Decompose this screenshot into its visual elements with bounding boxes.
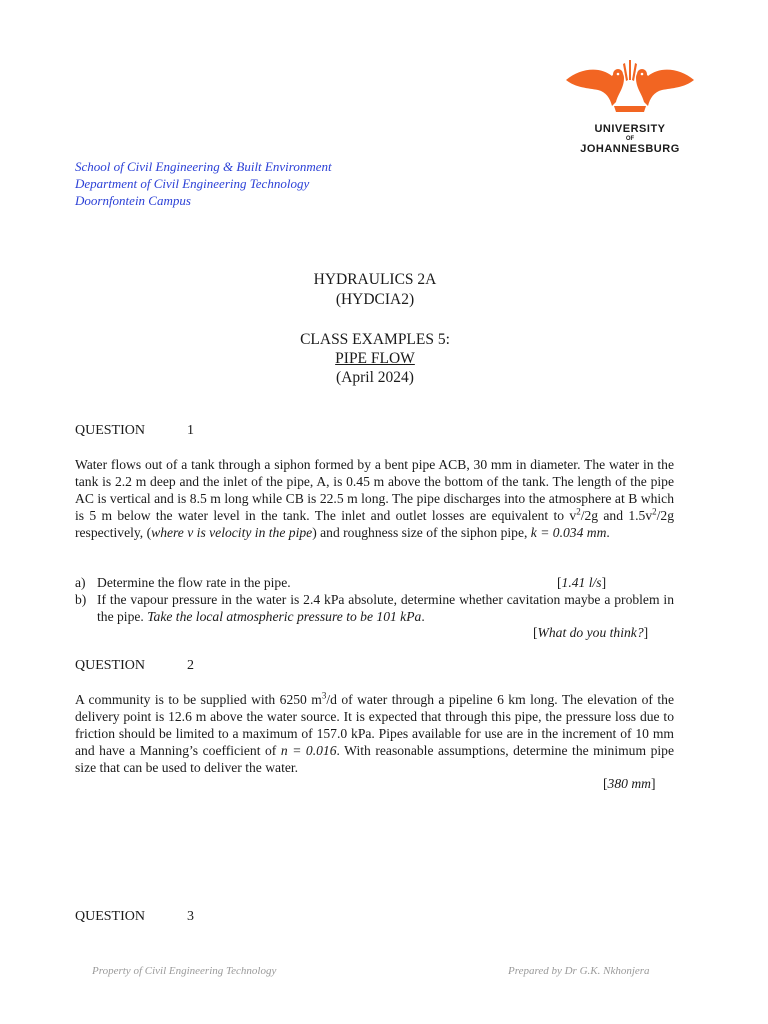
q1-italic-text: where v is velocity in the pipe (151, 525, 313, 540)
school-name: School of Civil Engineering & Built Environment (75, 159, 332, 174)
q1-text-part: Water flows out of a tank through a siphon formed by a bent pipe ACB, 30 mm in diameter. The water in the tank is 2.2 m deep and the inlet of the pipe, A, is 0.45 m above the bottom of the tank. The length of the pipe AC is vertical and is 8.5 m long while CB is 22.5 m long. The pipe discharges into the atmosphere at B which is 5 m below the water level in the tank. The inlet and outlet losses are equivalent to v (75, 457, 674, 523)
q1-roughness-value: k = 0.034 mm (530, 525, 607, 540)
question-3-heading (75, 909, 194, 925)
logo-text-university: UNIVERSITY (594, 123, 666, 135)
superscript: 2 (652, 506, 657, 517)
footer-left: Property of Civil Engineering Technology (92, 965, 277, 977)
question-1-heading (75, 423, 194, 439)
q1-text-part: /2g and 1.5v (580, 508, 653, 523)
question-label: QUESTION (75, 423, 145, 438)
date-text: (April 2024) (336, 369, 414, 386)
q1-part-b (75, 591, 674, 625)
campus-name: Doornfontein Campus (75, 193, 191, 208)
part-text-main: If the vapour pressure in the water is 2.4 kPa absolute, determine whether cavitation maybe a problem in the pipe. (97, 592, 674, 624)
birds-emblem-icon (560, 56, 700, 118)
department-block (75, 158, 332, 209)
part-label: a) (75, 575, 86, 590)
part-label: b) (75, 592, 87, 607)
q2-text-part: /d of water through a pipeline 6 km long. The elevation of the delivery point is 12.6 m above the water source. It is expected that through this pipe, the pressure loss due to friction should be limited to a maximum of 157.0 kPa. Pipes available for use are in the increment of 10 mm and have a Manning’s coefficient of (75, 692, 674, 758)
q2-manning-value: n = 0.016 (280, 743, 337, 758)
q2-text-part: A community is to be supplied with 6250 m (75, 692, 322, 707)
university-logo (560, 56, 700, 162)
part-text-end: . (421, 609, 425, 624)
superscript: 3 (321, 690, 327, 701)
course-code: (HYDCIA2) (335, 291, 415, 308)
answer-text: 380 mm (607, 776, 651, 791)
answer-text: 1.41 l/s (561, 575, 602, 590)
part-text-italic: Take the local atmospheric pressure to be 101 kPa (147, 609, 422, 624)
examples-title: CLASS EXAMPLES 5: (300, 331, 450, 348)
superscript: 2 (576, 506, 581, 517)
question-1-text (75, 456, 674, 541)
q1-text-part: /2g respectively, ( (75, 508, 674, 540)
question-number: 2 (187, 658, 194, 673)
footer-right: Prepared by Dr G.K. Nkhonjera (508, 965, 650, 977)
answer-text: What do you think? (537, 625, 644, 640)
course-title: HYDRAULICS 2A (313, 271, 437, 288)
q1-answer-a: [1.41 l/s] (557, 575, 607, 590)
q1-text-part: . (606, 525, 610, 540)
department-name: Department of Civil Engineering Technology (75, 176, 310, 191)
question-2-text (75, 691, 674, 776)
topic-title (0, 349, 750, 368)
q1-answer-b: [What do you think?] (533, 625, 649, 640)
q2-text-part: . With reasonable assumptions, determine the minimum pipe size that can be used to deliver the water. (75, 743, 674, 775)
question-label: QUESTION (75, 909, 145, 924)
question-number: 1 (187, 423, 194, 438)
logo-text-johannesburg: JOHANNESBURG (580, 143, 680, 155)
part-text (97, 591, 674, 625)
logo-text-of: OF (625, 136, 635, 142)
question-2-heading (75, 658, 194, 674)
q1-text-part: ) and roughness size of the siphon pipe, (312, 525, 531, 540)
q2-answer: [380 mm] (603, 776, 656, 791)
question-number: 3 (187, 909, 194, 924)
part-text: Determine the flow rate in the pipe. (97, 575, 291, 590)
topic-text: PIPE FLOW (335, 350, 415, 367)
question-label: QUESTION (75, 658, 145, 673)
